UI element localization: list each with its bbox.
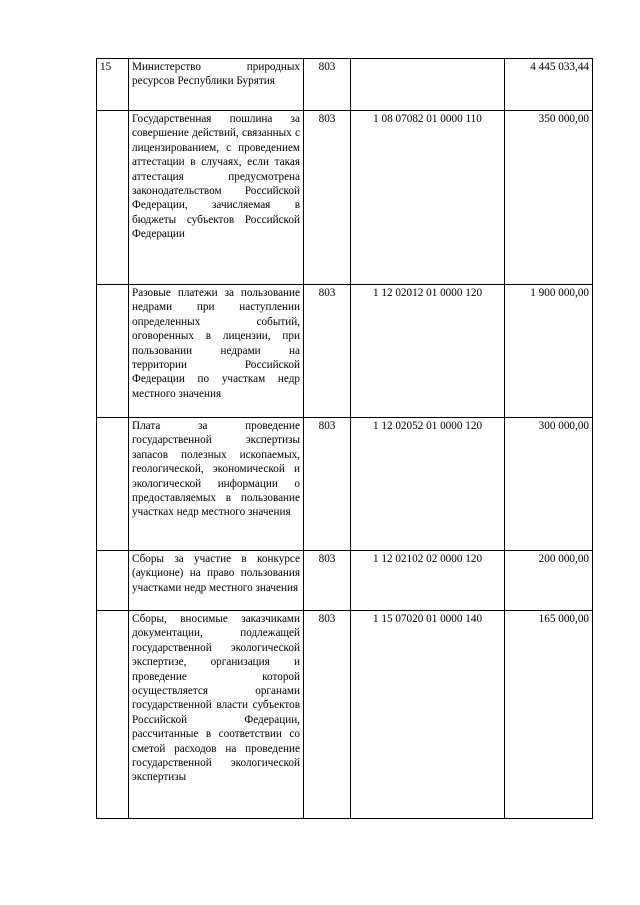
row-budget-code: 1 12 02052 01 0000 120 bbox=[351, 418, 505, 551]
table-row bbox=[97, 285, 593, 418]
row-amount: 1 900 000,00 bbox=[505, 285, 593, 418]
row-description: Сборы за участие в конкурсе (аукционе) на право пользования участками недр местного значения bbox=[129, 551, 304, 611]
row-description: Плата за проведение государственной экспертизы запасов полезных ископаемых, геологической, экономической и экологической информации о предоставляемых в пользование участках недр местного значения bbox=[129, 418, 304, 551]
row-budget-code: 1 12 02012 01 0000 120 bbox=[351, 285, 505, 418]
table-row bbox=[97, 551, 593, 611]
table-row bbox=[97, 611, 593, 819]
row-number: 15 bbox=[97, 59, 129, 111]
row-admin-code: 803 bbox=[304, 551, 351, 611]
row-description: Разовые платежи за пользование недрами при наступлении определенных событий, оговоренных в лицензии, при пользовании недрами на территории Российской Федерации по участкам недр местного значения bbox=[129, 285, 304, 418]
row-amount: 300 000,00 bbox=[505, 418, 593, 551]
row-number bbox=[97, 111, 129, 285]
row-budget-code: 1 12 02102 02 0000 120 bbox=[351, 551, 505, 611]
row-amount: 200 000,00 bbox=[505, 551, 593, 611]
row-budget-code: 1 08 07082 01 0000 110 bbox=[351, 111, 505, 285]
row-number bbox=[97, 418, 129, 551]
row-admin-code: 803 bbox=[304, 111, 351, 285]
row-description: Министерство природных ресурсов Республики Бурятия bbox=[129, 59, 304, 111]
row-admin-code: 803 bbox=[304, 59, 351, 111]
row-number bbox=[97, 611, 129, 819]
row-number bbox=[97, 551, 129, 611]
row-budget-code bbox=[351, 59, 505, 111]
row-admin-code: 803 bbox=[304, 285, 351, 418]
row-number bbox=[97, 285, 129, 418]
table-row bbox=[97, 59, 593, 111]
row-budget-code: 1 15 07020 01 0000 140 bbox=[351, 611, 505, 819]
revenue-table bbox=[96, 58, 593, 819]
row-admin-code: 803 bbox=[304, 611, 351, 819]
table-row bbox=[97, 418, 593, 551]
row-admin-code: 803 bbox=[304, 418, 351, 551]
table-row bbox=[97, 111, 593, 285]
row-amount: 165 000,00 bbox=[505, 611, 593, 819]
row-description: Государственная пошлина за совершение действий, связанных с лицензированием, с проведением аттестации в случаях, если такая аттестация предусмотрена законодательством Российской Федерации, зачисляемая в бюджеты субъектов Российской Федерации bbox=[129, 111, 304, 285]
row-description: Сборы, вносимые заказчиками документации, подлежащей государственной экологической экспертизе, организация и проведение которой осуществляется органами государственной власти субъектов Российской Федерации, рассчитанные в соответствии со сметой расходов на проведение государственной экологической экспертизы bbox=[129, 611, 304, 819]
row-amount: 350 000,00 bbox=[505, 111, 593, 285]
row-amount: 4 445 033,44 bbox=[505, 59, 593, 111]
